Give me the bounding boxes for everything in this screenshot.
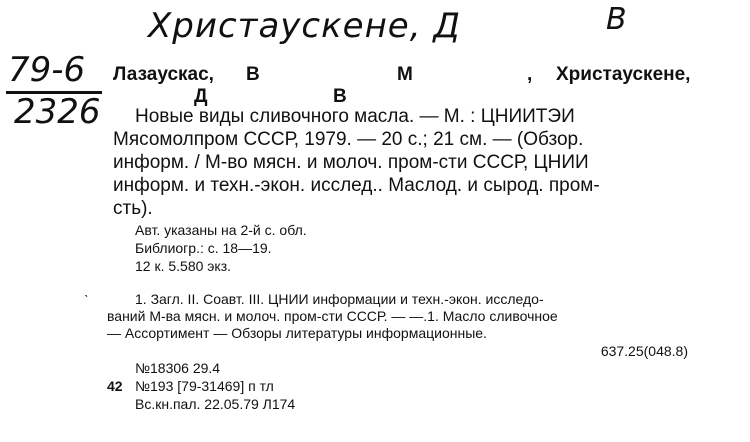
- coauthor-surname: Христаускене,: [556, 64, 691, 85]
- accession-number-bottom: 2326: [14, 92, 101, 132]
- footer-chamber-date: Вс.кн.пал. 22.05.79 Л174: [135, 396, 296, 412]
- subject-line-1: 1. Загл. II. Соавт. III. ЦНИИ информации и техн.-экон. исследо-: [135, 291, 544, 307]
- handwritten-letter: В: [606, 2, 627, 37]
- handwritten-name: Христаускене, Д: [148, 6, 461, 46]
- description-line-1: Новые виды сливочного масла. — М. : ЦНИИТЭИ: [135, 106, 575, 127]
- footer-registration: №193 [79-31469] п тл: [135, 378, 274, 394]
- footer-card-number: 42: [107, 378, 123, 394]
- author-comma: ,: [527, 64, 533, 85]
- subject-line-3: — Ассортимент — Обзоры литературы информационные.: [107, 325, 487, 341]
- description-line-5: сть).: [113, 198, 153, 219]
- note-price-print-run: 12 к. 5.580 экз.: [135, 258, 232, 274]
- note-bibliography: Библиогр.: с. 18—19.: [135, 240, 272, 256]
- author-surname: Лазаускас,: [113, 64, 214, 85]
- subject-line-2: ваний М-ва мясн. и молоч. пром-сти СССР. — —.1. Масло сливочное: [107, 308, 558, 324]
- description-line-2: Мясомолпром СССР, 1979. — 20 с.; 21 см. — (Обзор.: [113, 129, 584, 150]
- author-initial-2: М: [397, 64, 413, 85]
- coauthor-initial-2: В: [333, 86, 347, 107]
- coauthor-initial-1: Д: [194, 86, 208, 107]
- author-initial-1: В: [246, 64, 260, 85]
- udc-code: 637.25(048.8): [600, 343, 688, 359]
- description-line-3: информ. / М-во мясн. и молоч. пром-сти СССР, ЦНИИ: [113, 152, 589, 173]
- description-line-4: информ. и техн.-экон. исслед.. Маслод. и сырод. пром-: [113, 175, 600, 196]
- accession-number-top: 79-6: [8, 50, 86, 90]
- note-authors: Авт. указаны на 2-й с. обл.: [135, 222, 307, 238]
- stray-mark: ˋ: [84, 292, 89, 308]
- footer-order-number: №18306 29.4: [135, 360, 221, 376]
